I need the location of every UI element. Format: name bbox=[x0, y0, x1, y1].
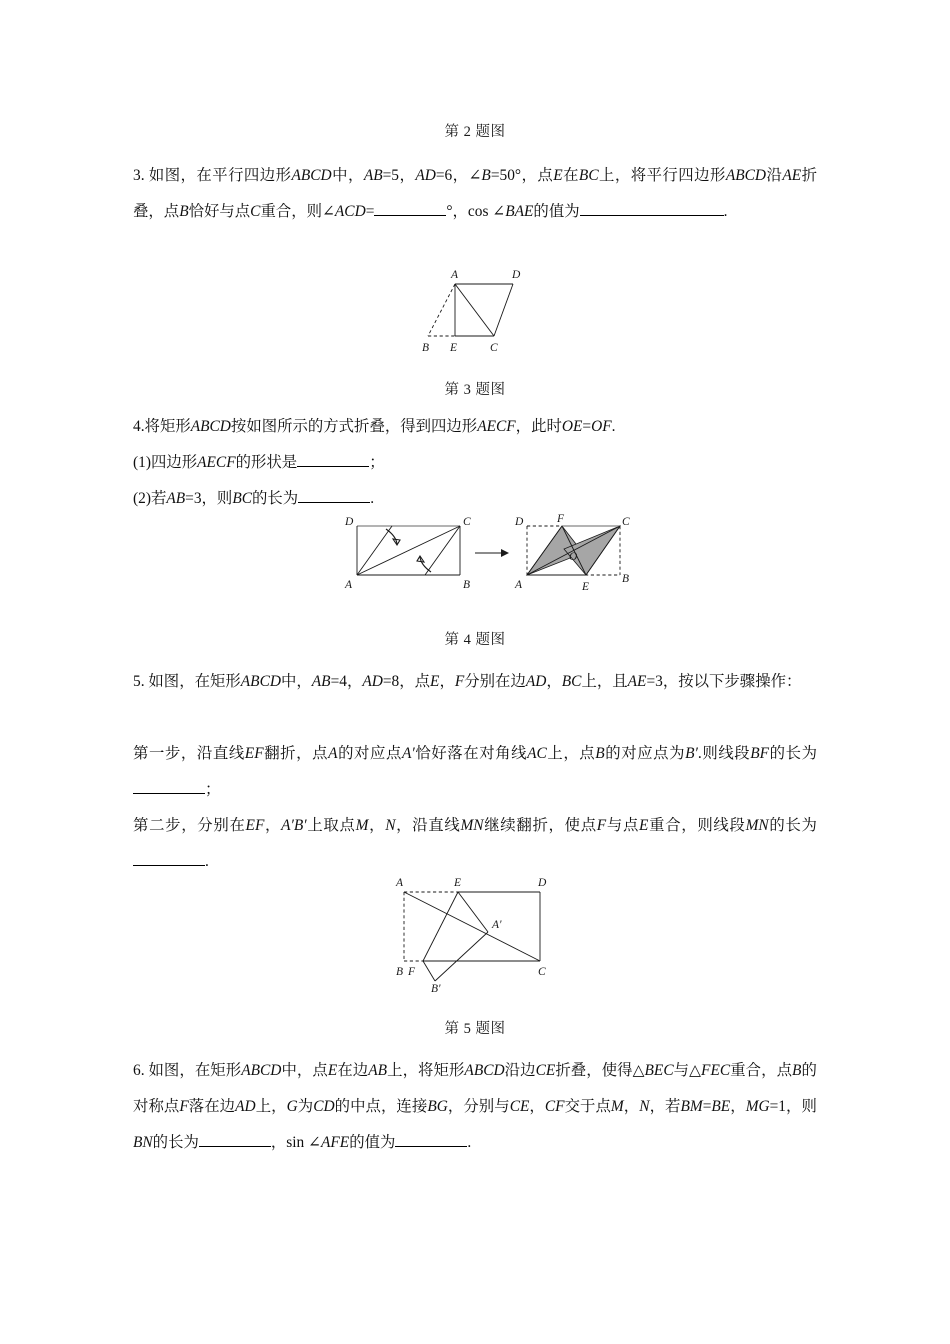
fig4-right-label-C: C bbox=[622, 516, 630, 528]
p6-l3o: AFE bbox=[320, 1134, 350, 1151]
fig4-right-label-E: E bbox=[582, 581, 590, 593]
p6-l2a: △ bbox=[689, 1062, 702, 1079]
p5-s2p: 段 bbox=[729, 817, 746, 834]
p5-l1f: AD bbox=[362, 673, 383, 690]
p4-s1b: AECF bbox=[197, 454, 236, 471]
p5-s1q: ； bbox=[205, 781, 221, 798]
p3-l2h: C bbox=[250, 203, 261, 220]
problem-6-text bbox=[133, 1053, 817, 1161]
p3-l1b: ABCD bbox=[291, 167, 332, 184]
p5-l1g: =8，点 bbox=[382, 673, 431, 690]
p5-l2a: 以下步骤操作： bbox=[693, 673, 802, 690]
p6-l3g: = bbox=[702, 1098, 712, 1115]
p6-l2e: 的对称点 bbox=[133, 1062, 817, 1115]
p5-l1c: 中， bbox=[280, 673, 312, 690]
p3-l2a: 形 bbox=[709, 167, 726, 184]
p3-l2j: ACD bbox=[334, 203, 366, 220]
p5-s1e: 的对应点 bbox=[337, 745, 402, 762]
p6-l2p: CE bbox=[509, 1098, 530, 1115]
p6-l1c: 中，点 bbox=[281, 1062, 328, 1079]
p6-l1f: AB bbox=[368, 1062, 388, 1079]
p4-blank-2[interactable] bbox=[298, 502, 370, 503]
p6-l1e: 在边 bbox=[337, 1062, 369, 1079]
p5-s1a: 第一步，沿直线 bbox=[133, 745, 245, 762]
p5-s2d: A′B′ bbox=[281, 817, 307, 834]
figure-caption-5: 第 5 题图 bbox=[444, 1021, 506, 1037]
p6-l3c: ， bbox=[623, 1098, 640, 1115]
p3-l2m: BAE bbox=[505, 203, 534, 220]
p6-l3b: M bbox=[610, 1098, 624, 1115]
p5-s1j: B bbox=[595, 745, 605, 762]
p3-l2l: °，cos ∠ bbox=[446, 203, 506, 220]
figure-caption-3: 第 3 题图 bbox=[444, 382, 506, 398]
fig3-label-E: E bbox=[450, 342, 458, 354]
figure-caption-4: 第 4 题图 bbox=[444, 632, 506, 648]
p4-s2e: 的长为 bbox=[252, 490, 299, 507]
p3-l1h: B bbox=[481, 167, 491, 184]
fig5-label-F: F bbox=[408, 966, 416, 978]
p5-s1d: A bbox=[328, 745, 338, 762]
p3-l1c: 中， bbox=[331, 167, 364, 184]
p4-s2f: . bbox=[370, 490, 375, 507]
p3-l2g: 恰好与点 bbox=[188, 203, 251, 220]
p6-l2f: F bbox=[179, 1098, 189, 1115]
p6-l1a: 如图，在矩形 bbox=[148, 1062, 242, 1079]
p6-l2j: G bbox=[286, 1098, 298, 1115]
p6-l2b: FEC bbox=[701, 1062, 731, 1079]
p3-blank-1[interactable] bbox=[374, 215, 446, 216]
p5-l1n: BC bbox=[561, 673, 582, 690]
problem-5-step1 bbox=[133, 736, 817, 808]
p4-s1c: 的形状是 bbox=[235, 454, 298, 471]
p3-l1d: AB bbox=[363, 167, 383, 184]
fig5-label-B-prime: B' bbox=[431, 983, 441, 995]
p5-s1g: 恰好落在对角线 bbox=[414, 745, 528, 762]
p3-l1a: 如图，在平行四边形 bbox=[148, 167, 292, 184]
p6-l2d: B bbox=[792, 1062, 802, 1079]
p5-s2e: 上取点 bbox=[306, 817, 356, 834]
fig5-label-C: C bbox=[538, 966, 546, 978]
p5-l1l: AD bbox=[525, 673, 547, 690]
fig3-label-D: D bbox=[512, 269, 521, 281]
p3-l2e: 折叠，点 bbox=[133, 167, 817, 220]
p5-s1f: A′ bbox=[401, 745, 415, 762]
p6-l3i: ， bbox=[730, 1098, 746, 1115]
fig3-label-C: C bbox=[490, 342, 498, 354]
p5-s1p: 的长为 bbox=[769, 745, 817, 762]
p5-l1k: 分别在边 bbox=[464, 673, 526, 690]
p4-blank-1[interactable] bbox=[297, 466, 369, 467]
p6-l2g: 落在边 bbox=[188, 1098, 236, 1115]
fig4-left-label-A: A bbox=[345, 579, 353, 591]
p5-s1h: AC bbox=[527, 745, 547, 762]
p6-l1i: 沿边 bbox=[504, 1062, 536, 1079]
p6-l3n: ，sin ∠ bbox=[270, 1134, 321, 1151]
p4-l1h: OF bbox=[591, 418, 612, 435]
fig5-label-E: E bbox=[454, 877, 462, 889]
p6-l3m: 的长为 bbox=[152, 1134, 199, 1151]
p6-l2i: 上， bbox=[255, 1098, 287, 1115]
p6-l3e: ，若 bbox=[649, 1098, 681, 1115]
p6-l2l: CD bbox=[313, 1098, 335, 1115]
p6-l2k: 为 bbox=[297, 1098, 314, 1115]
p5-s1m: .则 bbox=[697, 745, 719, 762]
p5-s2h: N bbox=[385, 817, 396, 834]
figure-caption-2: 第 2 题图 bbox=[444, 124, 506, 140]
fig5-label-A: A bbox=[396, 877, 404, 889]
p5-l1h: E bbox=[430, 673, 440, 690]
p6-l2m: 的中点，连接 bbox=[334, 1098, 428, 1115]
p6-l1k: 折叠，使得△ bbox=[555, 1062, 645, 1079]
p5-s1o: BF bbox=[750, 745, 770, 762]
p3-blank-2b[interactable] bbox=[666, 215, 724, 216]
problem-3-text bbox=[133, 158, 817, 230]
figure-problem-4 bbox=[335, 512, 630, 602]
p6-l3k: =1，则 bbox=[769, 1098, 817, 1115]
p6-l2h: AD bbox=[235, 1098, 256, 1115]
p6-l3d: N bbox=[639, 1098, 650, 1115]
p5-l1a: 如图，在矩形 bbox=[148, 673, 241, 690]
figure-problem-3 bbox=[415, 262, 545, 357]
p3-l1k: 在 bbox=[562, 167, 579, 184]
p5-s2a: 第二步，分别在 bbox=[133, 817, 246, 834]
p5-number: 5. bbox=[133, 673, 145, 690]
p5-l1o: 上，且 bbox=[581, 673, 628, 690]
p6-l2c: 重合，点 bbox=[730, 1062, 793, 1079]
p3-l2d: AE bbox=[782, 167, 802, 184]
p6-l2r: CF bbox=[544, 1098, 565, 1115]
p6-l2q: ， bbox=[529, 1098, 545, 1115]
p6-blank-2[interactable] bbox=[395, 1146, 467, 1147]
fig3-label-B: B bbox=[422, 342, 430, 354]
p3-blank-2[interactable] bbox=[580, 215, 666, 216]
p5-s2r: 的长为 bbox=[768, 817, 817, 834]
p5-l1m: ， bbox=[546, 673, 562, 690]
p3-number: 3. bbox=[133, 167, 145, 184]
p4-l1c: 按如图所示的方式折叠，得到四边形 bbox=[230, 418, 478, 435]
p4-s2c: =3，则 bbox=[185, 490, 233, 507]
p5-s2m: 与点 bbox=[606, 817, 640, 834]
p6-l1l: BEC bbox=[644, 1062, 674, 1079]
fig4-right-label-A: A bbox=[515, 579, 523, 591]
fig4-left-label-C: C bbox=[463, 516, 471, 528]
p5-s2o: 重合，则线 bbox=[648, 817, 730, 834]
p5-l1p: AE bbox=[627, 673, 647, 690]
p6-l1m: 与 bbox=[673, 1062, 690, 1079]
p4-l1g: = bbox=[582, 418, 592, 435]
problem-5-text bbox=[133, 664, 817, 700]
p6-l2o: ，分别与 bbox=[447, 1098, 510, 1115]
fig4-right-label-O: O bbox=[569, 551, 578, 563]
fig5-label-B: B bbox=[396, 966, 404, 978]
p3-l1j: E bbox=[553, 167, 563, 184]
p5-l1q: =3，按 bbox=[646, 673, 694, 690]
p4-s1a: (1)四边形 bbox=[133, 454, 198, 471]
p6-blank-1[interactable] bbox=[199, 1146, 271, 1147]
p4-l1b: ABCD bbox=[190, 418, 231, 435]
p6-l3f: BM bbox=[680, 1098, 703, 1115]
p5-blank-2[interactable] bbox=[133, 865, 205, 866]
p5-l1d: AB bbox=[311, 673, 331, 690]
p4-number: 4. bbox=[133, 418, 145, 435]
p6-l3p: 的值为 bbox=[349, 1134, 396, 1151]
figure-problem-5 bbox=[388, 868, 563, 993]
p3-l2n: 的值为 bbox=[533, 203, 580, 220]
p3-l1f: AD bbox=[415, 167, 436, 184]
p3-l2c: 沿 bbox=[766, 167, 783, 184]
p6-l3j: MG bbox=[745, 1098, 770, 1115]
p5-s1n: 线段 bbox=[718, 745, 751, 762]
p3-l2k: = bbox=[365, 203, 375, 220]
p4-s1d: ； bbox=[369, 454, 385, 471]
p5-s2q: MN bbox=[745, 817, 769, 834]
p5-s2b: EF bbox=[245, 817, 265, 834]
p5-s2n: E bbox=[639, 817, 649, 834]
p3-l1m: 上，将平行四边 bbox=[598, 167, 710, 184]
problem-4-sub1 bbox=[133, 445, 817, 481]
p4-s2d: BC bbox=[232, 490, 252, 507]
fig5-label-D: D bbox=[538, 877, 547, 889]
p3-l1e: =5， bbox=[382, 167, 416, 184]
p3-l1l: BC bbox=[578, 167, 599, 184]
p5-blank-1[interactable] bbox=[133, 793, 205, 794]
p5-s2i: ，沿直线 bbox=[395, 817, 461, 834]
fig4-left-label-B: B bbox=[463, 579, 471, 591]
fig5-label-A-prime: A' bbox=[492, 919, 502, 931]
p5-s1l: B′ bbox=[685, 745, 698, 762]
p6-l3a: 交于点 bbox=[564, 1098, 611, 1115]
p6-l1d: E bbox=[327, 1062, 338, 1079]
p3-l2f: B bbox=[179, 203, 189, 220]
p5-s2s: . bbox=[205, 853, 209, 870]
p4-l1f: OE bbox=[561, 418, 583, 435]
p6-number: 6. bbox=[133, 1062, 145, 1079]
p5-s1b: EF bbox=[244, 745, 264, 762]
p5-s2g: ， bbox=[368, 817, 386, 834]
p5-s2j: MN bbox=[460, 817, 484, 834]
p6-l1g: 上，将矩形 bbox=[387, 1062, 465, 1079]
p6-l2n: BG bbox=[427, 1098, 448, 1115]
p5-l1j: F bbox=[454, 673, 465, 690]
p3-l1g: =6，∠ bbox=[435, 167, 482, 184]
fig4-left-label-D: D bbox=[345, 516, 354, 528]
p5-s1i: 上，点 bbox=[546, 745, 596, 762]
p5-s2l: F bbox=[596, 817, 607, 834]
p6-l1h: ABCD bbox=[464, 1062, 505, 1079]
p4-s2b: AB bbox=[166, 490, 186, 507]
p3-l2b: ABCD bbox=[725, 167, 767, 184]
p4-l1a: 将矩形 bbox=[144, 418, 191, 435]
problem-4-text bbox=[133, 409, 817, 445]
p5-l1e: =4， bbox=[330, 673, 363, 690]
p5-s2f: M bbox=[355, 817, 369, 834]
fig3-label-A: A bbox=[451, 269, 459, 281]
p5-s1c: 翻折，点 bbox=[263, 745, 329, 762]
p3-l1i: =50°，点 bbox=[490, 167, 554, 184]
p6-l3l: BN bbox=[133, 1134, 153, 1151]
p4-l1i: . bbox=[611, 418, 616, 435]
p5-l1i: ， bbox=[439, 673, 455, 690]
p6-l1b: ABCD bbox=[241, 1062, 282, 1079]
fig4-right-label-B: B bbox=[622, 573, 630, 585]
p6-l3h: BE bbox=[711, 1098, 731, 1115]
transform-arrowhead-icon bbox=[501, 549, 509, 557]
p3-l2i: 重合，则∠ bbox=[260, 203, 335, 220]
p5-l1b: ABCD bbox=[240, 673, 281, 690]
p5-s2k: 继续翻折，使点 bbox=[483, 817, 597, 834]
p6-l1j: CE bbox=[535, 1062, 556, 1079]
fig4-right-label-F: F bbox=[557, 513, 565, 525]
p4-l1e: ，此时 bbox=[515, 418, 562, 435]
p4-s2a: (2)若 bbox=[133, 490, 167, 507]
fig4-right-label-D: D bbox=[515, 516, 524, 528]
p5-s2c: ， bbox=[264, 817, 282, 834]
p6-l3q: . bbox=[467, 1134, 472, 1151]
p4-l1d: AECF bbox=[477, 418, 516, 435]
p3-l3a: . bbox=[723, 203, 728, 220]
p5-s1k: 的对应点为 bbox=[604, 745, 686, 762]
